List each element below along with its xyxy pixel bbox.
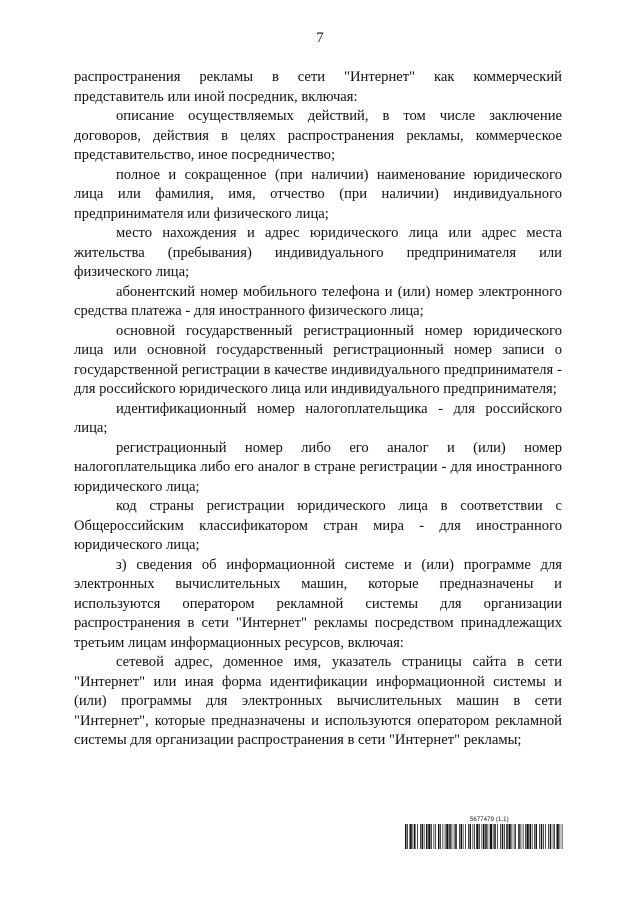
document-code: 5677479 (1.1) [470,817,509,823]
paragraph-7: идентификационный номер налогоплательщика - для российского лица; [74,400,562,436]
document-body [74,68,562,751]
paragraph-9: код страны регистрации юридического лица в соответствии с Общероссийским классификатором стран мира - для иностранного юридического лица; [74,498,562,553]
paragraph-10: з) сведения об информационной системе и (или) программе для электронных вычислительных машин, которые предназначены и используются оператором рекламной системы для организации распространения в сети "Интернет" рекламы посредством принадлежащих третьим лицам информационных ресурсов, включая: [74,556,562,651]
paragraph-11: сетевой адрес, доменное имя, указатель страницы сайта в сети "Интернет" или иная форма идентификации информационной системы и (или) программы для электронных вычислительных машин в сети "Интернет", которые предназначены и используются оператором рекламной системы для организации распространения в сети "Интернет" рекламы; [74,654,562,748]
paragraph-3: полное и сокращенное (при наличии) наименование юридического лица или фамилия, имя, отчество (при наличии) индивидуального предпринимателя или физического лица; [74,166,562,222]
paragraph-5: абонентский номер мобильного телефона и (или) номер электронного средства платежа - для иностранного физического лица; [74,283,562,319]
paragraph-1: распространения рекламы в сети "Интернет" как коммерческий представитель или иной посредник, включая: [74,69,562,105]
barcode-image [405,824,563,849]
paragraph-4: место нахождения и адрес юридического лица или адрес места жительства (пребывания) индивидуального предпринимателя или физического лица; [74,225,562,280]
paragraph-2: описание осуществляемых действий, в том числе заключение договоров, действия в целях распространения рекламы, коммерческое представительство, иное посредничество; [74,108,562,163]
page-number: 7 [316,30,324,46]
paragraph-8: регистрационный номер либо его аналог и (или) номер налогоплательщика либо его аналог в стране регистрации - для иностранного юридического лица; [74,439,562,495]
paragraph-6: основной государственный регистрационный номер юридического лица или основной государственный регистрационный номер записи о государственной регистрации в качестве индивидуального предпринимателя - для российского юридического лица или индивидуального предпринимателя; [74,322,562,397]
